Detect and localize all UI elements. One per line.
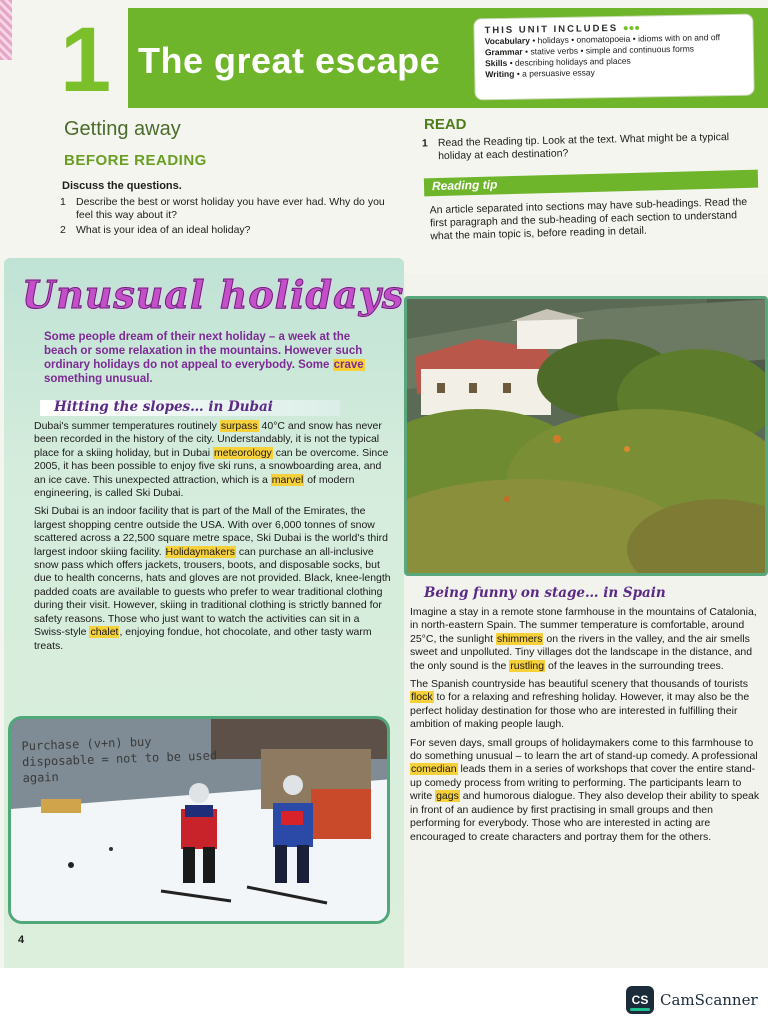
camscanner-label: CamScanner	[660, 991, 758, 1009]
spain-section	[410, 606, 760, 849]
highlighted-word: gags	[436, 790, 459, 803]
unit-includes-line: Skills • describing holidays and places	[485, 55, 631, 69]
reading-tip-label: Reading tip	[431, 177, 498, 194]
highlighted-word: meteorology	[214, 446, 272, 459]
page-number: 4	[18, 934, 25, 946]
discussion-questions	[60, 196, 400, 239]
dubai-section	[34, 420, 392, 658]
unit-includes-dots: ●●●	[622, 22, 641, 34]
highlighted-word: shimmers	[496, 632, 543, 645]
highlighted-word: rustling	[510, 659, 545, 672]
unit-includes-line: Writing • a persuasive essay	[485, 67, 595, 80]
highlighted-word: crave	[333, 359, 364, 371]
article-lede: Some people dream of their next holiday – a week at the beach or some relaxation in the mountains. However such ordinary holidays do not appeal to everybody. Some crave something unusual.	[44, 331, 364, 385]
camscanner-logo-icon: CS	[626, 986, 654, 1014]
unit-includes-box	[473, 14, 754, 101]
read-heading: READ	[424, 116, 467, 133]
page-edge-decoration	[0, 0, 12, 60]
unit-includes-line: Grammar • stative verbs • simple and continuous forms	[484, 43, 695, 58]
highlighted-word: comedian	[411, 763, 457, 776]
unit-includes-heading: THIS UNIT INCLUDES ●●●	[484, 22, 641, 37]
section-title: Getting away	[64, 118, 181, 140]
spain-paragraph-1: Imagine a stay in a remote stone farmhouse in the mountains of Catalonia, in north-eastern Spain. The summer temperature is comfortable, around 25°C, the sunlight shimmers on the rivers in the valley, and the air smells sweet and unpolluted. Tiny villages dot the landscape in the distance, and the only sound is the rustling of the leaves in the surrounding trees.	[410, 606, 757, 672]
spain-subheading: Being funny on stage… in Spain	[424, 585, 666, 601]
question-item: 1 Describe the best or worst holiday you have ever had. Why do you feel this way about it?	[60, 196, 385, 221]
reading-tip-text: An article separated into sections may have sub-headings. Read the first paragraph and the sub-heading of each section to understand what the main topic is, before reading in detail.	[429, 196, 748, 243]
spain-paragraph-2: The Spanish countryside has beautiful scenery that thousands of tourists flock to for a relaxing and refreshing holiday. However, it may also be the perfect holiday destination for those who are interested in fulfilling their ambition of making people laugh.	[410, 678, 750, 731]
discuss-instruction: Discuss the questions.	[62, 180, 182, 192]
dubai-subheading: Hitting the slopes… in Dubai	[54, 399, 273, 415]
question-item: 2 What is your idea of an ideal holiday?	[60, 224, 251, 236]
article-title: Unusual holidays	[22, 272, 405, 317]
highlighted-word: Holidaymakers	[165, 545, 235, 558]
highlighted-word: marvel	[271, 473, 304, 486]
unit-title: The great escape	[138, 40, 441, 81]
handwritten-note: Purchase (v+n) buy disposable = not to be used again	[21, 734, 218, 786]
highlighted-word: flock	[411, 691, 433, 704]
highlighted-word: surpass	[220, 420, 258, 432]
dubai-paragraph-1: Dubai's summer temperatures routinely surpass 40°C and snow has never been recorded in the history of the city. Understandably, it is not the typical place for a skiing holiday, but in Dubai meteorology can be overcome. Since 2005, it has been possible to enjoy five ski runs, a snowboarding area, and an ice cave. This unexpected attraction, which is a marvel of modern engineering, is called Ski Dubai.	[34, 420, 389, 500]
unit-includes-line: Vocabulary • holidays • onomatopoeia • idioms with on and off	[484, 32, 721, 47]
highlighted-word: chalet	[90, 626, 119, 639]
read-question: 1 Read the Reading tip. Look at the text. What might be a typical holiday at each destination?	[421, 131, 730, 163]
farmhouse-illustration	[407, 299, 768, 576]
reading-tip-bar	[424, 170, 758, 197]
camscanner-watermark	[626, 986, 758, 1014]
dubai-paragraph-2: Ski Dubai is an indoor facility that is part of the Mall of the Emirates, the largest shopping centre outside the USA. With over 6,000 tonnes of snow scattered across a 22,500 square metre space, Ski Dubai is the world's third largest indoor skiing facility. Holidaymakers can purchase an all-inclusive snow pass which offers jackets, trousers, boots, and disposable socks, but due to health concerns, hats and gloves are not provided. Black, knee-length padded coats are available to guests who prefer to wear traditional clothing during their visit. However, skiing in traditional clothing is strictly banned for safety reasons. Those who just want to watch the activities can sit in a Swiss-style chalet, enjoying fondue, hot chocolate, and other tasty warm treats.	[34, 505, 391, 652]
spain-farmhouse-photo	[404, 296, 768, 576]
unit-number: 1	[60, 9, 112, 111]
before-reading-heading: BEFORE READING	[64, 152, 207, 169]
spain-paragraph-3: For seven days, small groups of holidaymakers come to this farmhouse to do something unusual – to learn the art of stand-up comedy. A professional comedian leads them in a series of workshops that cover the entire stand-up comedy process from writing to performing. The participants learn to write gags and humorous dialogue. They also develop their ability to speak in front of an audience by first practising in small groups and then performing for everybody. Those who are interested in acting are encouraged to create characters and portray them for the others.	[410, 736, 760, 843]
